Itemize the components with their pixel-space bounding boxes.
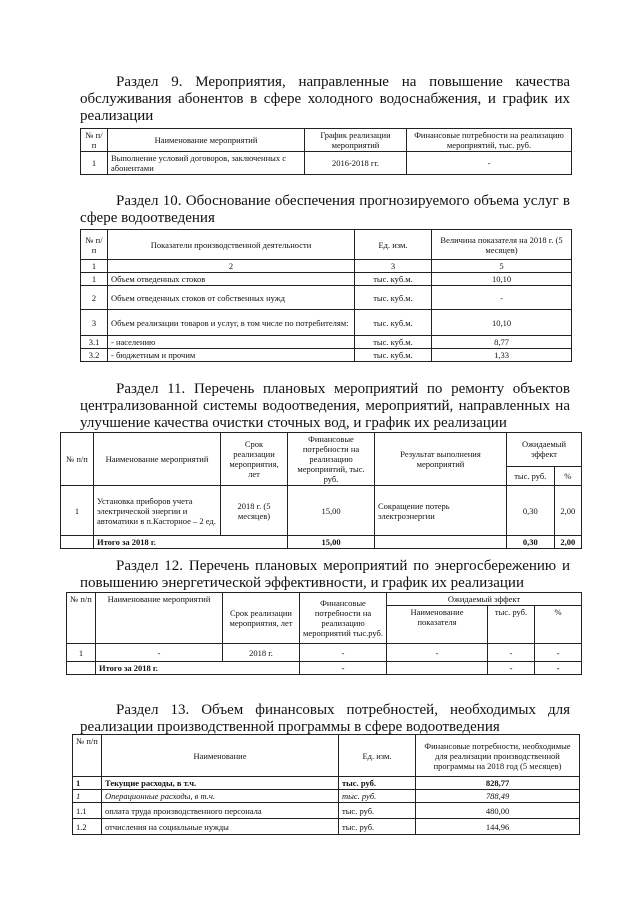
- cell-num: 1: [81, 152, 108, 175]
- table-row: [81, 286, 572, 310]
- cell-name: отчисления на социальные нужды: [102, 819, 339, 835]
- cell-unit: тыс. куб.м.: [355, 349, 432, 362]
- cell-value: 8,77: [432, 336, 572, 349]
- cell-num: 3.2: [81, 349, 108, 362]
- cell-finance: -: [300, 644, 387, 662]
- table-row: [81, 310, 572, 336]
- section-13-heading: [80, 702, 570, 736]
- table-header-row: [81, 230, 572, 260]
- table-row: [73, 803, 580, 819]
- section-9-table: [80, 128, 572, 175]
- table-row: [73, 790, 580, 803]
- col-header-unit: Ед. изм.: [355, 230, 432, 260]
- cell-num: 3: [81, 310, 108, 336]
- col-header-indicator: Наименование показателя: [387, 606, 488, 644]
- section-12-table: [66, 592, 582, 675]
- col-header-num: № п/п: [73, 735, 102, 777]
- table-header-row: [81, 129, 572, 152]
- cell-term: 2018 г.: [223, 644, 300, 662]
- table-total-row: [61, 536, 582, 549]
- section-11-table: [60, 432, 582, 549]
- col-header-effect-pct: %: [535, 606, 582, 644]
- col-header-term: Срок реализации мероприятия, лет: [223, 593, 300, 644]
- table-row: [81, 336, 572, 349]
- table-row: [67, 644, 582, 662]
- cell-num: 3: [355, 260, 432, 273]
- cell-schedule: 2016-2018 гг.: [305, 152, 407, 175]
- cell-total-effect-rub: -: [488, 662, 535, 675]
- cell-indicator: Объем отведенных стоков: [108, 273, 355, 286]
- col-header-indicator: Показатели производственной деятельности: [108, 230, 355, 260]
- col-header-effect-rub: тыс. руб.: [488, 606, 535, 644]
- col-header-name: Наименование: [102, 735, 339, 777]
- heading-line: Раздел 13. Объем финансовых потребностей, необходимых для: [116, 702, 570, 718]
- table-row: [61, 486, 582, 536]
- col-header-finance: Финансовые потребности на реализацию мероприятий тыс.руб.: [300, 593, 387, 644]
- cell-total-effect-rub: 0,30: [507, 536, 555, 549]
- col-header-num: № п/п: [67, 593, 96, 644]
- col-header-name: Наименование мероприятий: [108, 129, 305, 152]
- cell-num: 1: [73, 790, 102, 803]
- col-header-name: Наименование мероприятий: [94, 433, 221, 486]
- heading-line: Раздел 10. Обоснование обеспечения прогнозируемого объема услуг в: [116, 193, 570, 209]
- cell-total-finance: -: [300, 662, 387, 675]
- cell-indicator: Объем отведенных стоков от собственных нужд: [108, 286, 355, 310]
- cell-value: 10,10: [432, 310, 572, 336]
- cell-total-finance: 15,00: [288, 536, 375, 549]
- cell-effect-rub: -: [488, 644, 535, 662]
- cell-num: 5: [432, 260, 572, 273]
- section-11-heading: [80, 381, 570, 432]
- col-header-effect-rub: тыс. руб.: [507, 466, 555, 485]
- cell-num: 2: [108, 260, 355, 273]
- table-header-row: [61, 433, 582, 467]
- col-header-finance: Финансовые потребности, необходимые для реализации производственной программы на 2018 год (5 месяцев): [416, 735, 580, 777]
- cell-name: Операционные расходы, в т.ч.: [102, 790, 339, 803]
- heading-line: сфере водоотведения: [80, 210, 215, 226]
- section-9-heading: [80, 74, 570, 125]
- col-header-unit: Ед. изм.: [339, 735, 416, 777]
- cell-unit: тыс. куб.м.: [355, 286, 432, 310]
- col-header-finance: Финансовые потребности на реализацию мероприятий, тыс. руб.: [407, 129, 572, 152]
- cell-total-label: Итого за 2018 г.: [94, 536, 288, 549]
- col-header-finance: Финансовые потребности на реализацию мероприятий, тыс. руб.: [288, 433, 375, 486]
- cell-total-effect-pct: 2,00: [554, 536, 581, 549]
- cell-value: -: [432, 286, 572, 310]
- table-header-row: [73, 735, 580, 777]
- col-header-name: Наименование мероприятий: [96, 593, 223, 644]
- cell-effect-rub: 0,30: [507, 486, 555, 536]
- heading-line: повышению энергетической эффективности, и график их реализации: [80, 575, 524, 591]
- cell-unit: тыс. руб.: [339, 819, 416, 835]
- table-header-row: [67, 593, 582, 606]
- col-header-schedule: График реализации мероприятий: [305, 129, 407, 152]
- section-10-heading: [80, 193, 570, 227]
- table-row: [81, 273, 572, 286]
- section-12-heading: [80, 558, 570, 592]
- col-header-num: № п/п: [81, 129, 108, 152]
- col-header-effect: Ожидаемый эффект: [387, 593, 582, 606]
- cell-value: 1,33: [432, 349, 572, 362]
- cell-num: 2: [81, 286, 108, 310]
- cell-term: 2018 г. (5 месяцев): [221, 486, 288, 536]
- cell-total-effect-pct: -: [535, 662, 582, 675]
- col-header-effect-pct: %: [554, 466, 581, 485]
- cell-effect-pct: 2,00: [554, 486, 581, 536]
- cell-num: 1.1: [73, 803, 102, 819]
- col-header-result: Результат выполнения мероприятий: [375, 433, 507, 486]
- cell-unit: тыс. руб.: [339, 777, 416, 790]
- cell-unit: тыс. руб.: [339, 803, 416, 819]
- cell-value: 828,77: [416, 777, 580, 790]
- section-13-table: [72, 734, 580, 835]
- table-row: [81, 152, 572, 175]
- cell-num: 3.1: [81, 336, 108, 349]
- cell-num: 1: [81, 273, 108, 286]
- cell-indicator: - населению: [108, 336, 355, 349]
- heading-line: реализации производственной программы в сфере водоотведения: [80, 719, 500, 735]
- table-total-row: [67, 662, 582, 675]
- cell-unit: тыс. руб.: [339, 790, 416, 803]
- cell-unit: тыс. куб.м.: [355, 336, 432, 349]
- cell-unit: тыс. куб.м.: [355, 310, 432, 336]
- cell-name: -: [96, 644, 223, 662]
- heading-line: Раздел 12. Перечень плановых мероприятий по энергосбережению и: [116, 558, 570, 574]
- col-header-effect: Ожидаемый эффект: [507, 433, 582, 467]
- cell-num: 1: [61, 486, 94, 536]
- cell-finance: 15,00: [288, 486, 375, 536]
- col-header-value: Величина показателя на 2018 г. (5 месяцев): [432, 230, 572, 260]
- cell-name: Выполнение условий договоров, заключенных с абонентами: [108, 152, 305, 175]
- heading-line: Раздел 11. Перечень плановых мероприятий по ремонту объектов: [116, 381, 570, 397]
- cell-name: оплата труда производственного персонала: [102, 803, 339, 819]
- cell-total-label: Итого за 2018 г.: [96, 662, 300, 675]
- col-header-num: № п/п: [61, 433, 94, 486]
- cell-value: 144,96: [416, 819, 580, 835]
- cell-value: 788,49: [416, 790, 580, 803]
- cell-result: Сокращение потерь электроэнергии: [375, 486, 507, 536]
- section-10-table: [80, 229, 572, 362]
- heading-line: улучшение качества очистки сточных вод, и график их реализации: [80, 415, 507, 431]
- cell-name: Установка приборов учета электрической энергии и автоматики в п.Касторное – 2 ед.: [94, 486, 221, 536]
- cell-finance: -: [407, 152, 572, 175]
- heading-line: реализации: [80, 108, 154, 124]
- cell-indicator: -: [387, 644, 488, 662]
- heading-line: централизованной системы водоотведения, мероприятий, направленных на: [80, 398, 570, 414]
- cell-num: 1.2: [73, 819, 102, 835]
- cell-indicator: - бюджетным и прочим: [108, 349, 355, 362]
- cell-value: 10,10: [432, 273, 572, 286]
- heading-line: Раздел 9. Мероприятия, направленные на повышение качества: [116, 74, 570, 90]
- col-header-num: № п/п: [81, 230, 108, 260]
- col-header-term: Срок реализации мероприятия, лет: [221, 433, 288, 486]
- table-row: [73, 777, 580, 790]
- table-row: [81, 349, 572, 362]
- cell-indicator: Объем реализации товаров и услуг, в том числе по потребителям:: [108, 310, 355, 336]
- cell-name: Текущие расходы, в т.ч.: [102, 777, 339, 790]
- cell-num: 1: [81, 260, 108, 273]
- cell-value: 480,00: [416, 803, 580, 819]
- cell-effect-pct: -: [535, 644, 582, 662]
- cell-unit: тыс. куб.м.: [355, 273, 432, 286]
- cell-num: 1: [67, 644, 96, 662]
- table-row: [73, 819, 580, 835]
- table-numbering-row: [81, 260, 572, 273]
- heading-line: обслуживания абонентов в сфере холодного водоснабжения, и график их: [80, 91, 570, 107]
- cell-num: 1: [73, 777, 102, 790]
